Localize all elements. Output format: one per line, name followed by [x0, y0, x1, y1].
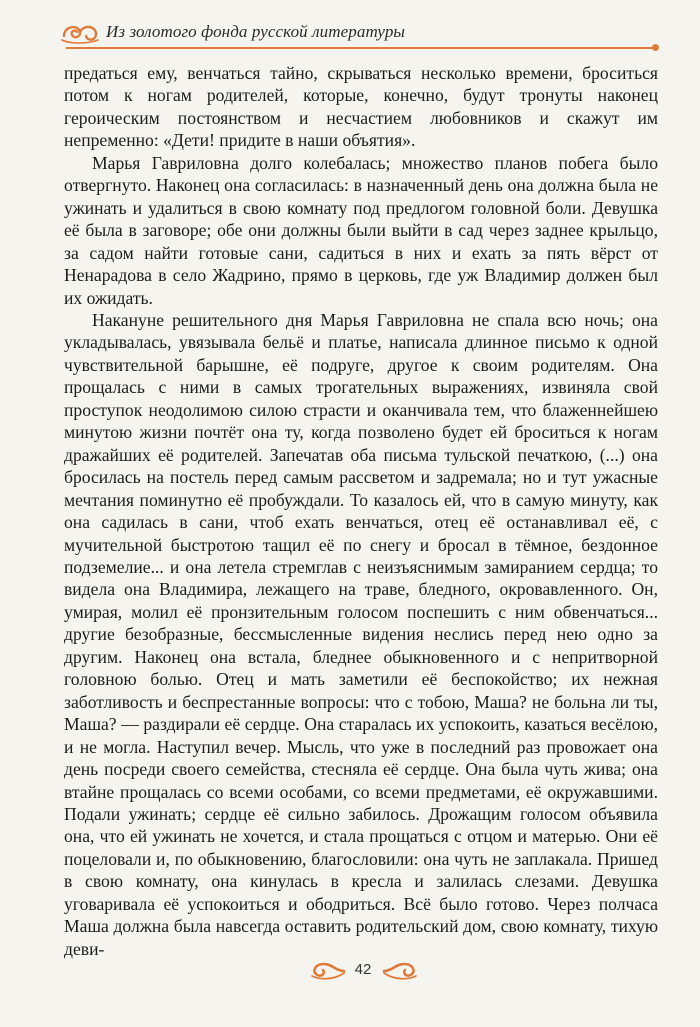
running-header-title: Из золотого фонда русской литературы	[106, 22, 406, 41]
page-footer	[0, 958, 700, 986]
paragraph-3: Накануне решительного дня Марья Гавриловна не спала всю ночь; она укладывалась, увязывала бельё и платье, написала длинное письмо к одной чувствительной барышне, её подруге, другое к своим родителям. Она прощалась с ними в самых трогательных выражениях, извиняла свой проступок неодолимою силою страсти и оканчивала тем, что блаженнейшею минутою жизни почтёт она ту, когда позволено будет ей броситься к ногам дражайших её родителей. Запечатав оба письма тульской печаткою, (...) она бросилась на постель перед самым рассветом и задремала; но и тут ужасные мечтания поминутно её пробуждали. То казалось ей, что в самую минуту, как она садилась в сани, чтоб ехать венчаться, отец её останавливал её, с мучительной быстротою тащил её по снегу и бросал в тёмное, бездонное подземелие... и она летела стремглав с неизъяснимым замиранием сердца; то видела она Владимира, лежащего на траве, бледного, окровавленного. Он, умирая, молил её пронзительным голосом поспешить с ним обвенчаться... другие безобразные, бессмысленные видения неслись перед нею одно за другим. Наконец она встала, бледнее обыкновенного и с непритворной головною болью. Отец и мать заметили её беспокойство; их нежная заботливость и беспрестанные вопросы: что с тобою, Маша? не больна ли ты, Маша? — раздирали её сердце. Она старалась их успокоить, казаться весёлою, и не могла. Наступил вечер. Мысль, что уже в последний раз провожает она день посреди своего семейства, стесняла её сердце. Она была чуть жива; она втайне прощалась со всеми особами, со всеми предметами, её окружавшими. Подали ужинать; сердце её сильно забилось. Дрожащим голосом объявила она, что ей ужинать не хочется, и стала прощаться с отцом и матерью. Они её поцеловали и, по обыкновению, благословили: она чуть не заплакала. Пришед в свою комнату, она кинулась в кресла и залилась слезами. Девушка уговаривала её успокоиться и ободриться. Всё было готово. Через полчаса Маша должна была навсегда оставить родительский дом, свою комнату, тихую деви-	[64, 309, 658, 959]
right-swirl-ornament-icon	[382, 960, 420, 982]
header-rule-end-dot	[652, 44, 659, 51]
swirl-ornament-icon	[60, 18, 100, 46]
paragraph-2: Марья Гавриловна долго колебалась; множество планов побега было отвергнуто. Наконец она согласилась: в назначенный день она должна была не ужинать и удалиться в свою комнату под предлогом головной боли. Девушка её была в заговоре; обе они должны были выйти в сад через заднее крыльцо, за садом найти готовые сани, садиться в них и ехать за пять вёрст от Ненарадова в село Жадрино, прямо в церковь, где уж Владимир должен был их ожидать.	[64, 152, 658, 308]
page-number: 42	[354, 961, 372, 978]
main-text	[64, 62, 658, 960]
page-header	[0, 10, 700, 52]
paragraph-1: предаться ему, венчаться тайно, скрываться несколько времени, броситься потом к ногам родителей, которые, конечно, будут тронуты наконец героическим постоянством и несчастием любовников и скажут им непременно: «Дети! придите в наши объятия».	[64, 63, 658, 151]
left-swirl-ornament-icon	[308, 960, 346, 982]
header-rule	[66, 47, 658, 49]
